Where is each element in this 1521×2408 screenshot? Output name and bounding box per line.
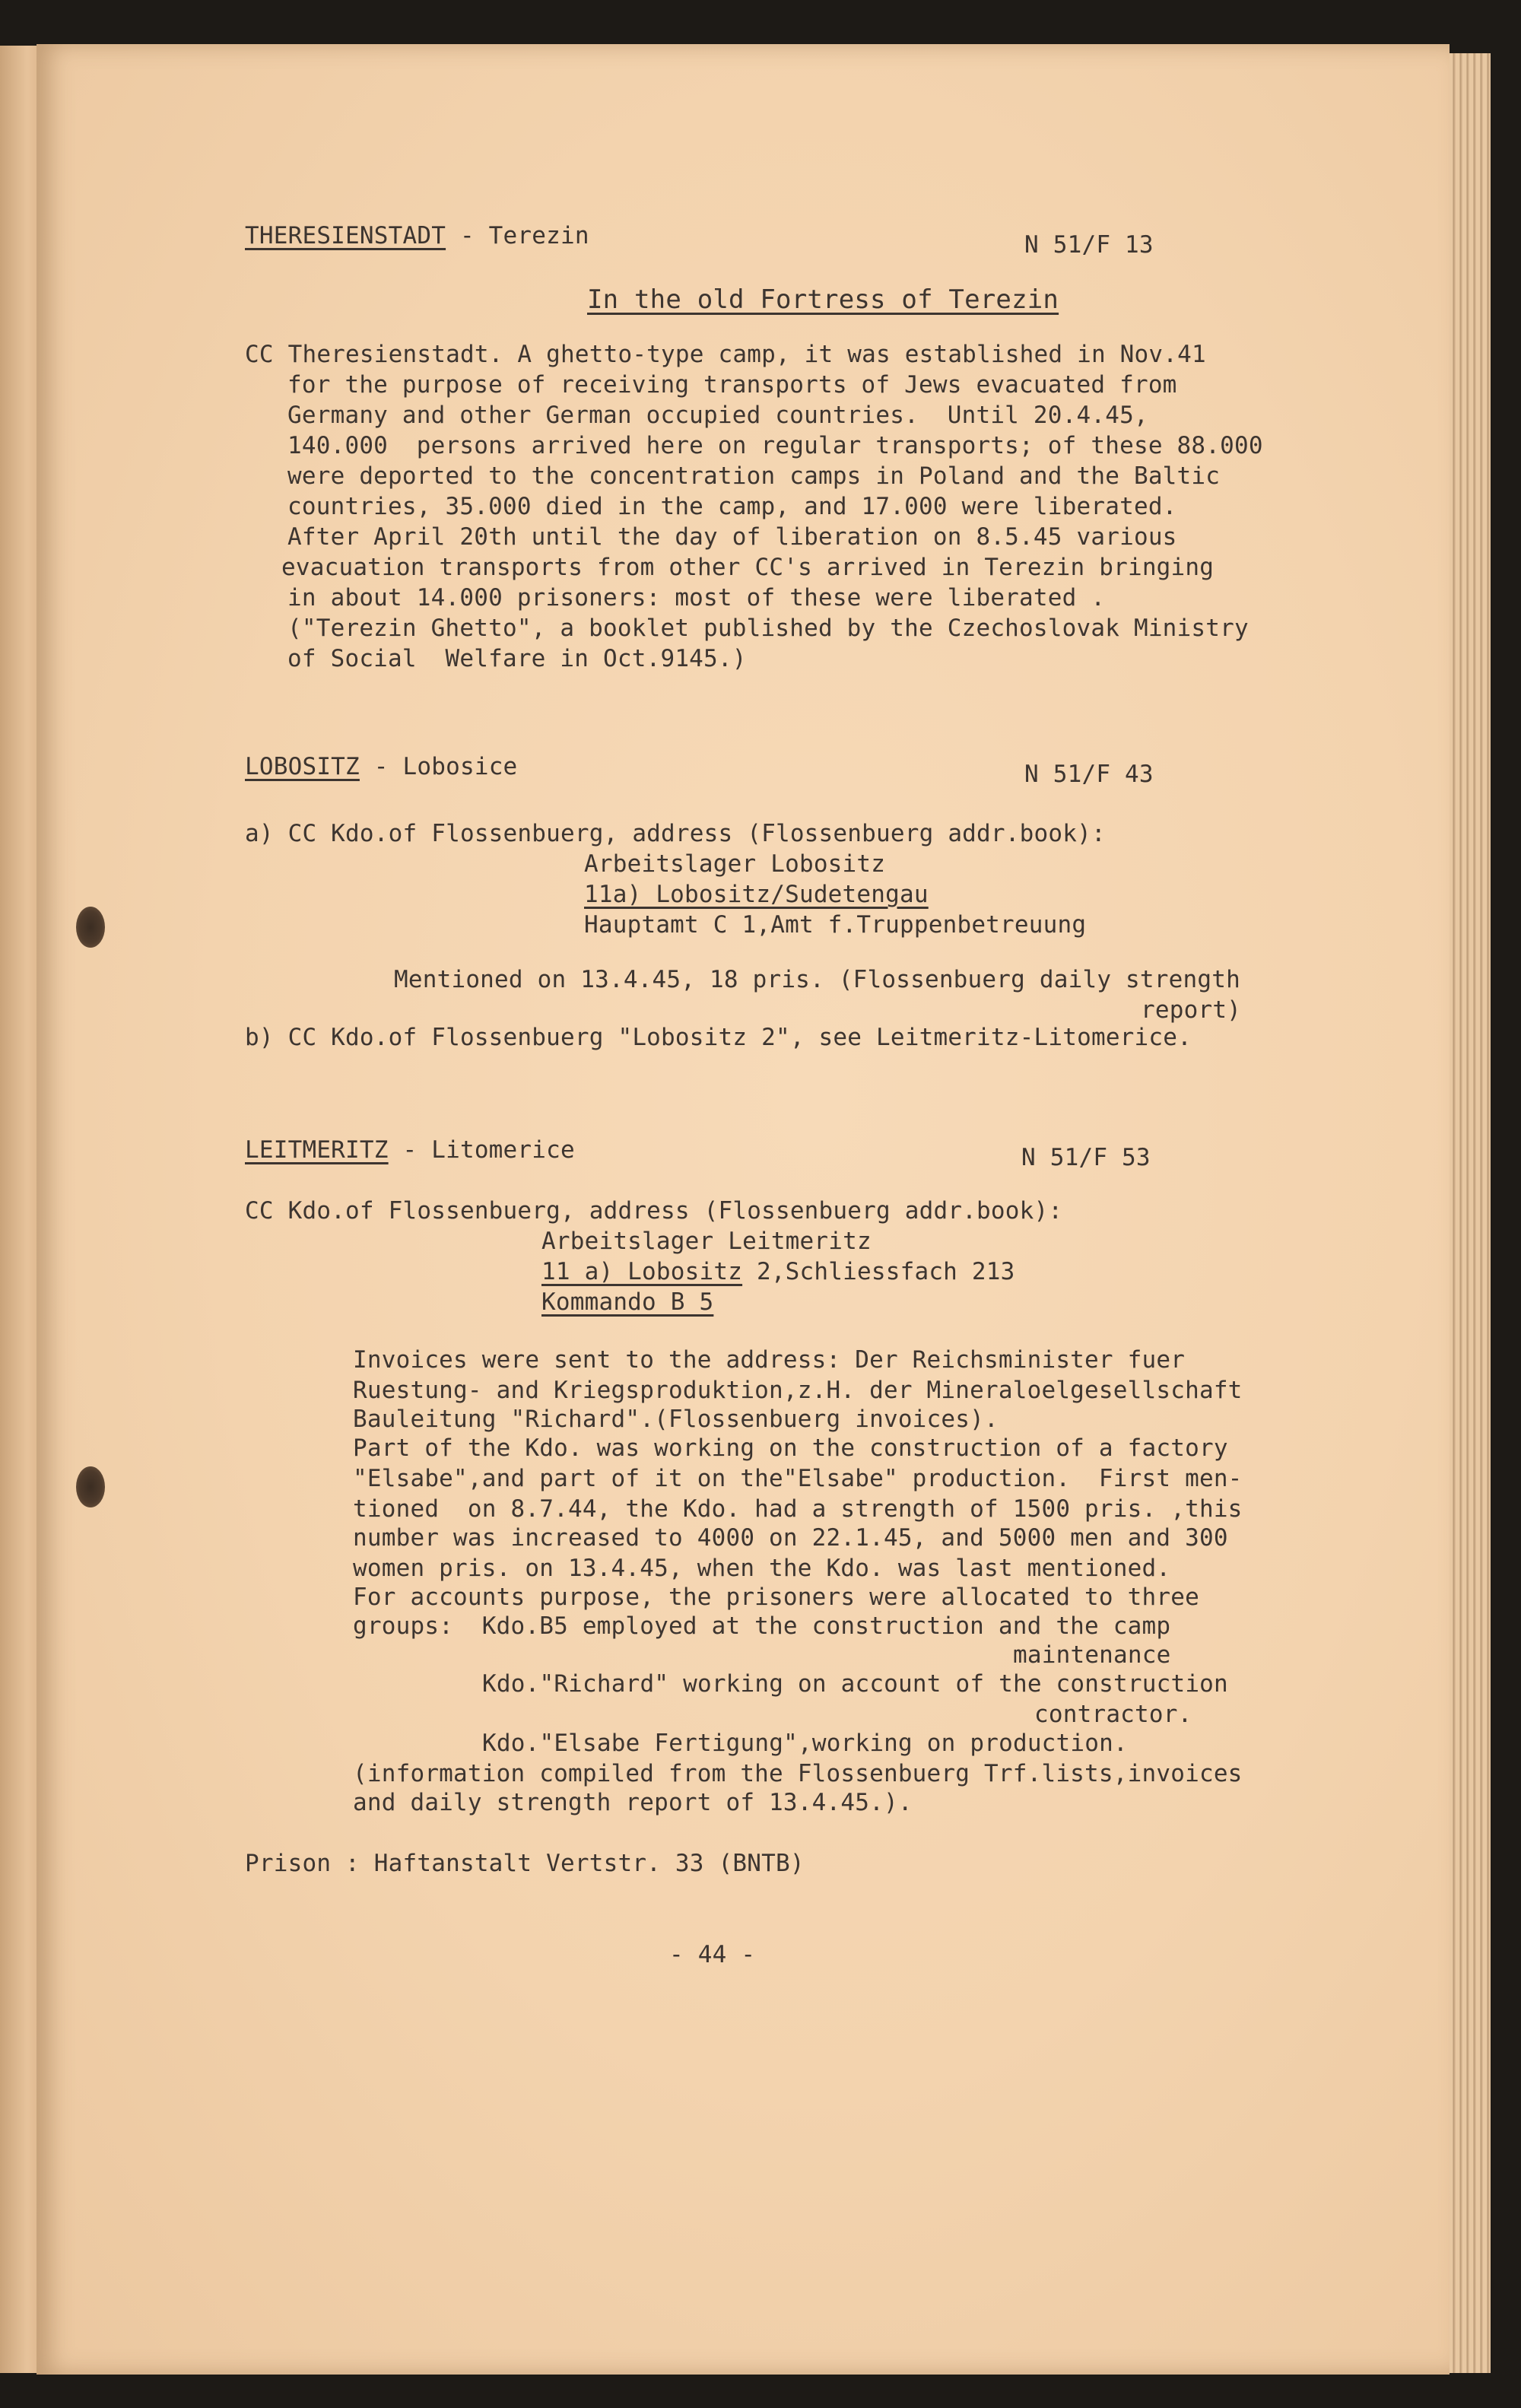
text-line: Kdo."Elsabe Fertigung",working on production. [482, 1730, 1128, 1757]
text-line: for the purpose of receiving transports of Jews evacuated from [287, 371, 1177, 399]
text-line: contractor. [1034, 1701, 1192, 1728]
section-heading-theresienstadt: THERESIENSTADT - Terezin [245, 222, 589, 249]
reference-number: N 51/F 53 [1021, 1144, 1151, 1171]
text-line: b) CC Kdo.of Flossenbuerg "Lobositz 2", see Leitmeritz-Litomerice. [245, 1024, 1192, 1051]
text-line: Part of the Kdo. was working on the construction of a factory [353, 1434, 1228, 1462]
text-line: Germany and other German occupied countries. Until 20.4.45, [287, 402, 1148, 429]
text-line: countries, 35.000 died in the camp, and 17.000 were liberated. [287, 493, 1177, 520]
reference-number: N 51/F 43 [1024, 761, 1154, 788]
text-line: Mentioned on 13.4.45, 18 pris. (Flossenbuerg daily strength [394, 966, 1240, 993]
section-heading-lobositz: LOBOSITZ - Lobosice [245, 753, 518, 780]
address-line: 11a) Lobositz/Sudetengau [584, 881, 929, 908]
text-line: report) [1141, 996, 1242, 1024]
text-line: evacuation transports from other CC's arrived in Terezin bringing [281, 554, 1215, 581]
text-line: CC Kdo.of Flossenbuerg, address (Flossenbuerg addr.book): [245, 1197, 1063, 1225]
text-line: tioned on 8.7.44, the Kdo. had a strength of 1500 pris. ,this [353, 1495, 1243, 1523]
text-line: maintenance [1013, 1641, 1171, 1669]
text-line: in about 14.000 prisoners: most of these were liberated . [287, 584, 1106, 612]
text-line: number was increased to 4000 on 22.1.45, and 5000 men and 300 [353, 1524, 1228, 1552]
text-line: groups: Kdo.B5 employed at the construction and the camp [353, 1612, 1171, 1640]
address-line: Kommando B 5 [541, 1288, 714, 1316]
text-line: 140.000 persons arrived here on regular transports; of these 88.000 [287, 432, 1263, 459]
text-line: and daily strength report of 13.4.45.). [353, 1789, 913, 1816]
text-line: ("Terezin Ghetto", a booklet published by the Czechoslovak Ministry [287, 615, 1249, 642]
page-number: - 44 - [669, 1941, 756, 1968]
address-line: Arbeitslager Lobositz [584, 850, 886, 878]
text-line: a) CC Kdo.of Flossenbuerg, address (Flossenbuerg addr.book): [245, 820, 1106, 847]
text-line: Invoices were sent to the address: Der Reichsminister fuer [353, 1346, 1186, 1374]
text-line: were deported to the concentration camps in Poland and the Baltic [287, 462, 1221, 490]
reference-number: N 51/F 13 [1024, 231, 1154, 259]
text-line: For accounts purpose, the prisoners were allocated to three [353, 1584, 1199, 1611]
address-line: Hauptamt C 1,Amt f.Truppenbetreuung [584, 911, 1087, 939]
address-line: Arbeitslager Leitmeritz [541, 1228, 872, 1255]
prison-line: Prison : Haftanstalt Vertstr. 33 (BNTB) [245, 1850, 805, 1877]
text-line: Bauleitung "Richard".(Flossenbuerg invoices). [353, 1406, 999, 1433]
binding-hole [76, 907, 105, 948]
text-line: After April 20th until the day of liberation on 8.5.45 various [287, 523, 1177, 551]
text-line: CC Theresienstadt. A ghetto-type camp, it was established in Nov.41 [245, 341, 1206, 368]
text-line: Kdo."Richard" working on account of the construction [482, 1670, 1228, 1698]
text-line: "Elsabe",and part of it on the"Elsabe" production. First men- [353, 1465, 1243, 1492]
address-line: 11 a) Lobositz 2,Schliessfach 213 [541, 1258, 1015, 1285]
text-line: women pris. on 13.4.45, when the Kdo. was last mentioned. [353, 1555, 1171, 1582]
section-subtitle: In the old Fortress of Terezin [587, 284, 1059, 315]
binding-hole [76, 1466, 105, 1507]
section-heading-leitmeritz: LEITMERITZ - Litomerice [245, 1136, 575, 1164]
text-line: Ruestung- and Kriegsproduktion,z.H. der Mineraloelgesellschaft [353, 1377, 1243, 1404]
text-line: (information compiled from the Flossenbuerg Trf.lists,invoices [353, 1760, 1243, 1787]
text-line: of Social Welfare in Oct.9145.) [287, 645, 747, 672]
